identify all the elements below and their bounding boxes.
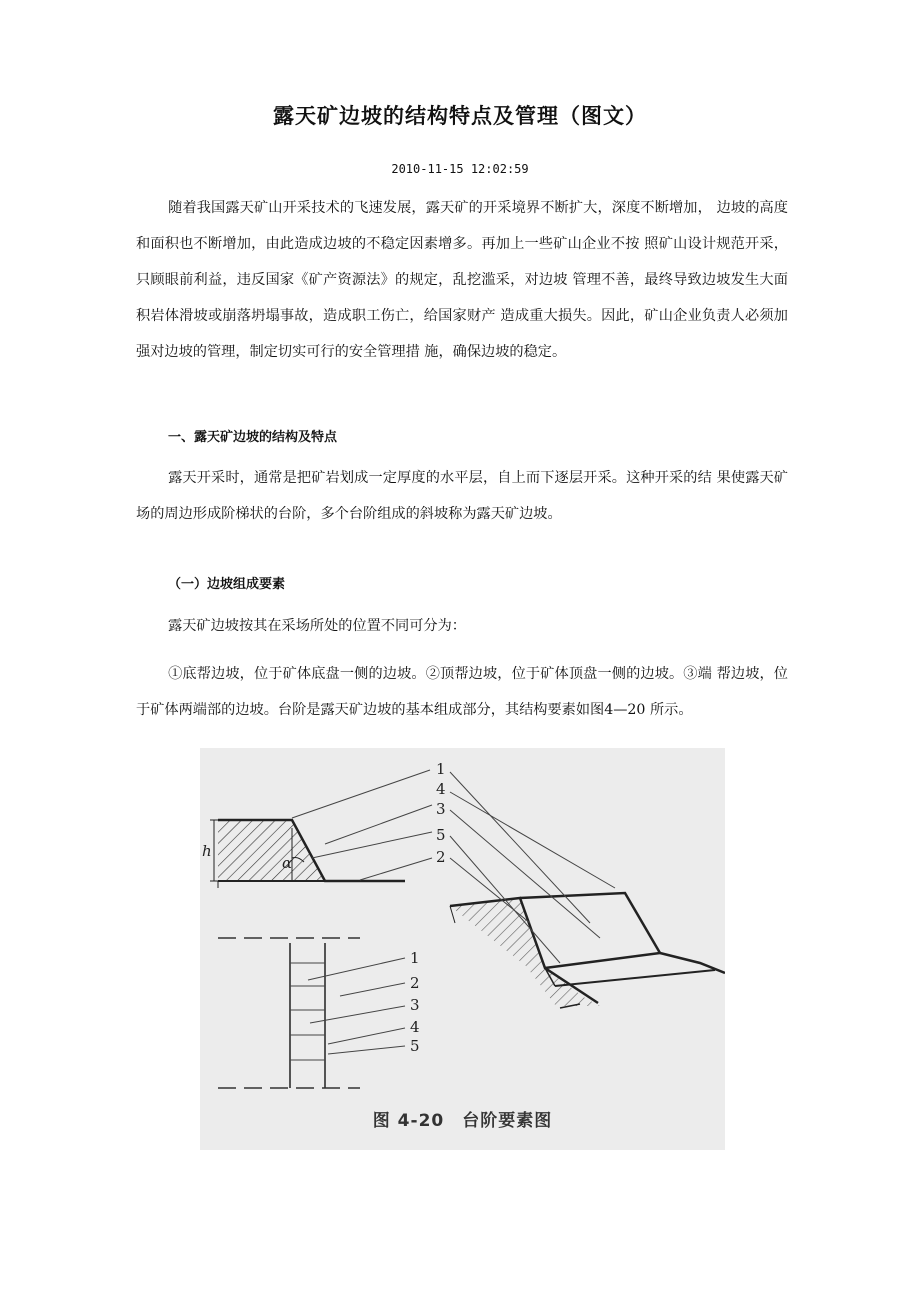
- paragraph-classification: [136, 608, 788, 644]
- bench-elements-figure: [200, 748, 725, 1150]
- paragraph-structure-text: 露天开采时，通常是把矿岩划成一定厚度的水平层，自上而下逐层开采。这种开采的结 果使露天矿场的周边形成阶梯状的台阶，多个台阶组成的斜坡称为露天矿边坡。: [136, 470, 788, 522]
- height-symbol: h: [202, 842, 212, 860]
- label-bottom-4: 4: [410, 1018, 420, 1036]
- paragraph-intro-text: 随着我国露天矿山开采技术的飞速发展，露天矿的开采境界不断扩大，深度不断增加， 边坡的高度和面积也不断增加，由此造成边坡的不稳定因素增多。再加上一些矿山企业不按 照矿山设计规范开采，只顾眼前利益，违反国家《矿产资源法》的规定，乱挖滥采，对边坡 管理不善，最终导致边坡发生大面积岩体滑坡或崩落坍塌事故，造成职工伤亡，给国家财产 造成重大损失。因此，矿山企业负责人必须加强对边坡的管理，制定切实可行的安全管理措 施，确保边坡的稳定。: [136, 200, 788, 360]
- bench-diagram: [200, 748, 725, 1150]
- label-bottom-1: 1: [410, 949, 420, 967]
- paragraph-slope-types-text: ①底帮边坡，位于矿体底盘一侧的边坡。②顶帮边坡，位于矿体顶盘一侧的边坡。③端 帮边坡，位于矿体两端部的边坡。台阶是露天矿边坡的基本组成部分，其结构要素如图4—20 所示。: [136, 666, 788, 718]
- paragraph-intro: [136, 190, 788, 370]
- bench-perspective: [450, 772, 725, 1008]
- label-top-2: 4: [436, 780, 446, 798]
- label-top-1: 1: [436, 760, 446, 778]
- label-bottom-2: 2: [410, 974, 420, 992]
- section-heading-1: 一、露天矿边坡的结构及特点: [168, 430, 338, 445]
- paragraph-structure: [136, 460, 788, 532]
- angle-symbol: α: [282, 854, 293, 872]
- paragraph-slope-types: [136, 656, 788, 728]
- figure-caption: 图 4-20 台阶要素图: [372, 1111, 553, 1131]
- label-top-5: 2: [436, 848, 446, 866]
- labels-top: [436, 760, 446, 866]
- label-top-4: 5: [436, 826, 446, 844]
- bench-cross-section: [202, 770, 432, 888]
- section-heading-2: （一）边坡组成要素: [168, 577, 286, 592]
- label-top-3: 3: [436, 800, 446, 818]
- label-bottom-5: 5: [410, 1037, 420, 1055]
- publish-date: 2010-11-15 12:02:59: [391, 162, 529, 176]
- paragraph-classification-text: 露天矿边坡按其在采场所处的位置不同可分为：: [168, 618, 466, 634]
- bench-plan-view: [218, 938, 405, 1088]
- label-bottom-3: 3: [410, 996, 420, 1014]
- page-title: 露天矿边坡的结构特点及管理（图文）: [273, 104, 647, 128]
- labels-bottom: [410, 949, 420, 1055]
